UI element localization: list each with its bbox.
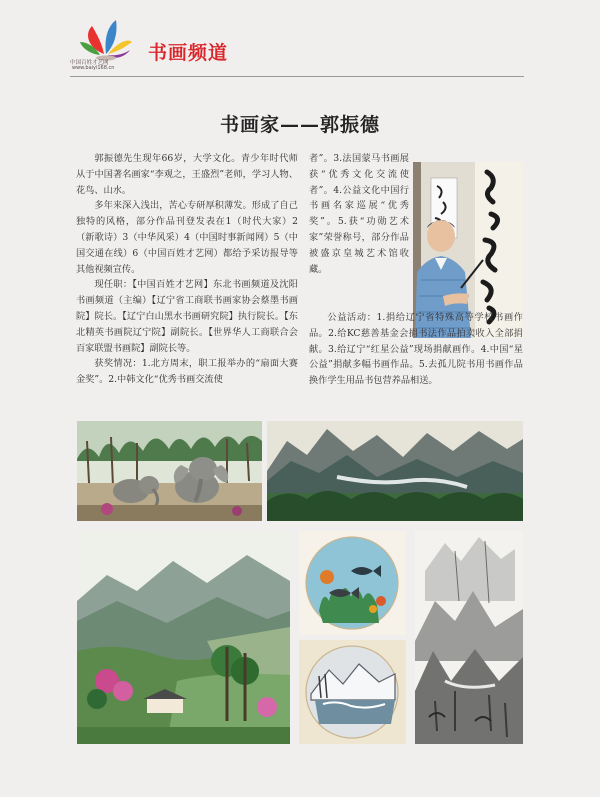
logo-text: 中国百姓才艺网 <box>70 60 109 66</box>
painting-elephants <box>77 421 262 521</box>
section-title: 书画频道 <box>148 42 229 64</box>
article-column-right-top <box>309 151 409 277</box>
paragraph-style: 多年来深入浅出，苦心专研厚积薄发。形成了自己独特的风格，部分作品刊登发表在1（时代大家）2（新歌诗）3（中华风采）4（中国时事新闻网）5（中国交通在线）6（中国百姓才艺网）都给予采访报导等其他视频宣传。 <box>76 200 298 275</box>
paragraph-awards: 获奖情况：1.北方周末，职工报举办的“扇面大赛金奖”。2.中韩文化“优秀书画交流使 <box>76 358 298 386</box>
logo-url: www.baiyi168.cn <box>72 65 115 71</box>
article-title: 书画家——郭振德 <box>219 114 380 136</box>
article-column-left <box>76 151 298 388</box>
header-divider <box>70 76 524 77</box>
page-header <box>0 0 600 78</box>
painting-goldfish-fan <box>299 531 406 635</box>
painting-mountain-landscape <box>267 421 523 521</box>
painting-green-landscape <box>77 531 290 744</box>
paragraph-awards-continued: 者”。3.法国蒙马书画展获“优秀文化交流使者”。4.公益文化中国行书画名家巡展“优秀奖”。5.获“功勋艺术家”荣誉称号，部分作品被盛京皇城艺术馆收藏。 <box>309 153 409 275</box>
painting-snow-landscape-fan <box>299 640 406 744</box>
paragraph-charity: 公益活动：1.捐给辽宁省特殊高等学校书画作品。2.给KC慈善基金会捐书法作品拍卖收入全部捐献。3.给辽宁“红星公益”现场捐献画作。4.中国“星公益”捐献多幅书画作品。5.去孤儿院书用书画作品换作学生用品书包营养品相送。 <box>309 312 523 387</box>
painting-ink-mountains <box>415 531 523 744</box>
paragraph-positions: 现任职：【中国百姓才艺网】东北书画频道及沈阳书画频道（主编）【辽宁省工商联书画家协会蔡墨书画院】院长。【辽宁白山黑水书画研究院】执行院长。【东北精英书画院辽宁院】副院长。【世界华人工商联合会百家联盟书画院】副院长等。 <box>76 279 298 354</box>
article-column-right-bottom <box>309 310 523 389</box>
paragraph-intro: 郭振德先生现年66岁，大学文化。青少年时代师从于中国著名画家“李观之，王盛烈”老师，学习人物、花鸟、山水。 <box>76 153 298 196</box>
